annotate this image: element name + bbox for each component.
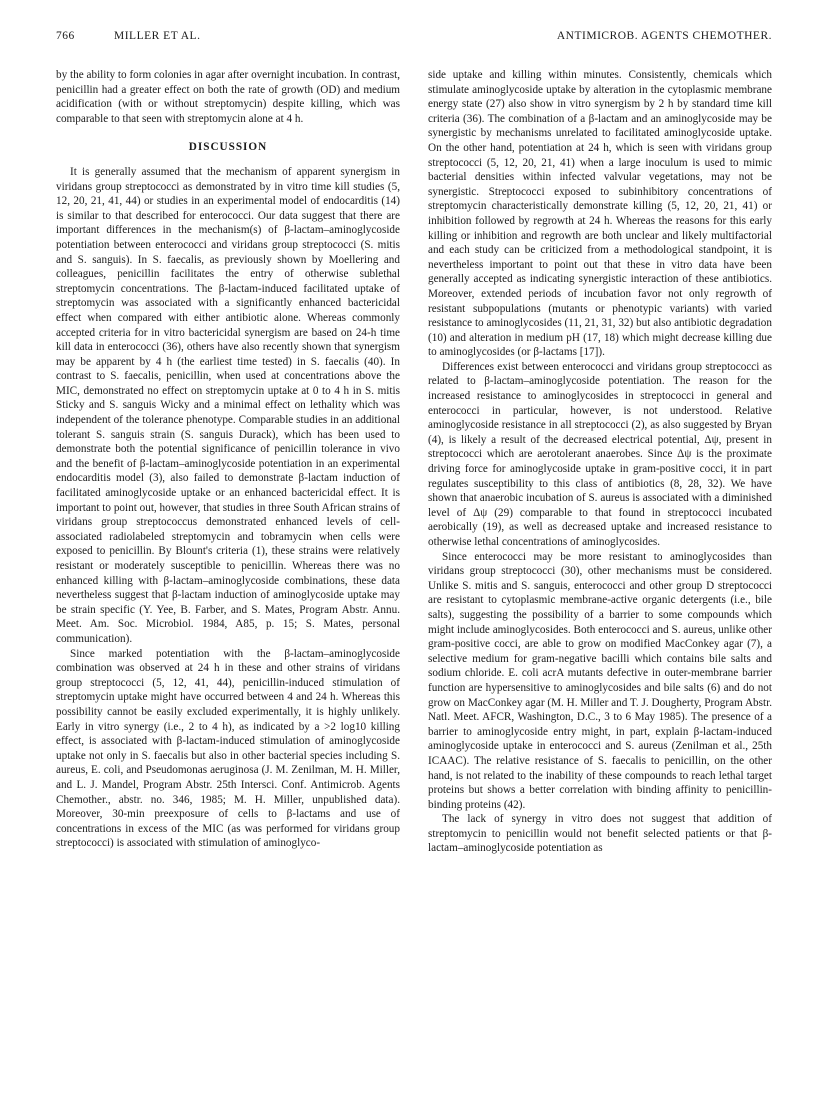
paragraph: Since marked potentiation with the β-lactam–aminoglycoside combination was observed at 24 h in these and other strains of viridans group streptococci (5, 12, 41, 44), penicillin-induced stimulation of streptomycin uptake might have occurred between 4 and 24 h. Whereas this possibility cannot be easily excluded experimentally, it is highly unlikely. Early in vitro synergy (i.e., 2 to 4 h), as indicated by a >2 log10 killing effect, is associated with β-lactam-induced stimulation of aminoglycoside uptake not only in S. faecalis but also in other bacterial species including S. aureus, E. coli, and Pseudomonas aeruginosa (J. M. Zenilman, M. H. Miller, and L. J. Mandel, Program Abstr. 25th Intersci. Conf. Antimicrob. Agents Chemother., abstr. no. 346, 1985; M. H. Miller, unpublished data). Moreover, 30-min preexposure of cells to β-lactams and use of concentrations in excess of the MIC (as was performed for viridans group streptococci) is associated with stimulation of aminoglyco-: [56, 647, 400, 850]
paragraph: The lack of synergy in vitro does not suggest that addition of streptomycin to penicillin would not benefit selected patients or that β-lactam–aminoglycoside potentiation as: [428, 813, 772, 855]
section-heading: DISCUSSION: [188, 141, 268, 154]
right-column: [428, 68, 772, 856]
continued-paragraph: side uptake and killing within minutes. Consistently, chemicals which stimulate aminoglycoside uptake by alteration in the cytoplasmic membrane energy state (27) also show in vitro synergism by 2 h by standard time kill criteria (36). The combination of a β-lactam and an aminoglycoside may be synergistic by mechanisms unrelated to facilitated aminoglycoside uptake. On the other hand, potentiation at 24 h, which is seen with viridans group streptococci (5, 12, 20, 21, 41) when a large inoculum is used to mimic bacterial densities within infected valvular vegetations, may not be synergistic. Streptococci exposed to subinhibitory concentrations of streptomycin characteristically demonstrate killing (5, 12, 20, 21, 41) or inhibition followed by regrowth at 24 h. Whereas the reasons for this early killing or inhibition and regrowth are both unclear and likely multifactorial and each study can be criticized from a methodological standpoint, it is nevertheless important to point out that these in vitro data have been generally accepted as indicating synergistic interaction of these antibiotics. Moreover, extended periods of incubation favor not only regrowth of resistant subpopulations (mutants or phenotypic variants) with varied resistance to aminoglycosides (11, 21, 31, 32) but also antibiotic degradation (10) and alteration in medium pH (17, 18) which might decrease killing due to aminoglycosides (or β-lactams [17]).: [428, 69, 772, 359]
left-column: [56, 68, 400, 851]
running-authors: MILLER ET AL.: [114, 30, 201, 42]
page-number: 766: [56, 30, 75, 42]
journal-name: ANTIMICROB. AGENTS CHEMOTHER.: [556, 30, 772, 42]
running-header: [56, 30, 772, 46]
paragraph: It is generally assumed that the mechanism of apparent synergism in viridans group streptococci as demonstrated by in vitro time kill studies (5, 12, 20, 21, 41, 44) or studies in an experimental model of endocarditis (14) is similar to that described for enterococci. Our data suggest that there are important differences in the mechanism(s) of β-lactam–aminoglycoside potentiation between enterococci and viridans group streptococci (S. mitis and S. sanguis). In S. faecalis, as previously shown by Moellering and colleagues, penicillin facilitates the entry of otherwise sublethal streptomycin concentrations. The β-lactam-induced facilitated uptake of streptomycin was associated with a significantly enhanced bactericidal effect when compared with either antibiotic alone. Whereas commonly accepted criteria for in vitro bactericidal synergism are based on 24-h time kill data in enterococci (36), others have also recently shown that synergism may be apparent by 4 h (the earliest time tested) in S. faecalis (40). In contrast to S. faecalis, penicillin, when used at concentrations above the MIC, demonstrated no effect on streptomycin uptake at 0 to 4 h in S. mitis Sticky and S. sanguis Wicky and a minimal effect on lethality which was independent of the tolerance phenotype. Comparable studies in an additional tolerant S. sanguis strain (S. sanguis Durack), which has been used to demonstrate both the potential significance of penicillin tolerance in vivo and the benefit of β-lactam–aminoglycoside potentiation in an experimental endocarditis model (3), also failed to demonstrate β-lactam induction of facilitated aminoglycoside uptake or an enhanced bactericidal effect. It is important to point out, however, that studies in three South African strains of viridans group streptococcus demonstrated enhanced levels of cell-associated radiolabeled streptomycin and tobramycin when cells were exposed to penicillin. By Blount's criteria (1), these strains were relatively resistant or moderately susceptible to penicillin. Whereas there was no enhanced killing with β-lactam–aminoglycoside combinations, these data nevertheless suggest that β-lactam induction of aminoglycoside uptake may be strain specific (Y. Yee, B. Farber, and S. Mates, Program Abstr. Annu. Meet. Am. Soc. Microbiol. 1984, A85, p. 15; S. Mates, personal communication).: [56, 165, 400, 645]
continued-paragraph: by the ability to form colonies in agar after overnight incubation. In contrast, penicillin had a greater effect on both the rate of growth (OD) and medium acidification (with or without streptomycin) despite killing, which was comparable to that seen with streptomycin alone at 4 h.: [56, 69, 400, 125]
paragraph: Differences exist between enterococci and viridans group streptococci as related to β-lactam–aminoglycoside potentiation. The reason for the increased resistance to aminoglycosides in streptococci in general and enterococci in particular, however, is not understood. Relative aminoglycoside resistance in all streptococci (2), as also suggested by Bryan (4), is likely a result of the decreased electrical potential, Δψ, present in streptococci which are aerotolerant anaerobes. Since Δψ is the proximate driving force for aminoglycoside uptake in gram-positive cocci, it in part regulates susceptibility to this class of antibiotics (8, 28, 32). We have shown that anaerobic incubation of S. aureus is associated with a diminished level of Δψ (29) comparable to that found in streptococci incubated aerobically (19), as well as decreased uptake and increased resistance to otherwise lethal concentrations of aminoglycosides.: [428, 360, 772, 548]
paragraph: Since enterococci may be more resistant to aminoglycosides than viridans group streptococci (30), other mechanisms must be considered. Unlike S. mitis and S. sanguis, enterococci and other group D streptococci are resistant to cytoplasmic membrane-active organic detergents (i.e., bile salts), suggesting the possibility of a barrier to some compounds which might include aminoglycosides. Both enterococci and S. aureus, unlike other gram-positive cocci, are able to grow on modified MacConkey agar (7), a selective medium for gram-negative bacilli which contains bile salts and sodium chloride. E. coli acrA mutants defective in outer-membrane barrier function are hypersensitive to aminoglycosides and bile salts (6) and do not grow on MacConkey agar (M. H. Miller and T. J. Dougherty, Program Abstr. Natl. Meet. AFCR, Washington, D.C., 3 to 6 May 1985). The presence of a barrier to aminoglycoside entry might, in part, explain β-lactam-induced aminoglycoside uptake in enterococci and S. aureus (Zenilman et al., 25th ICAAC). The relative resistance of S. faecalis to penicillin, on the other hand, is not related to the inability of these compounds to reach lethal target proteins but shows a better correlation with binding affinity to penicillin-binding proteins (42).: [428, 550, 772, 811]
